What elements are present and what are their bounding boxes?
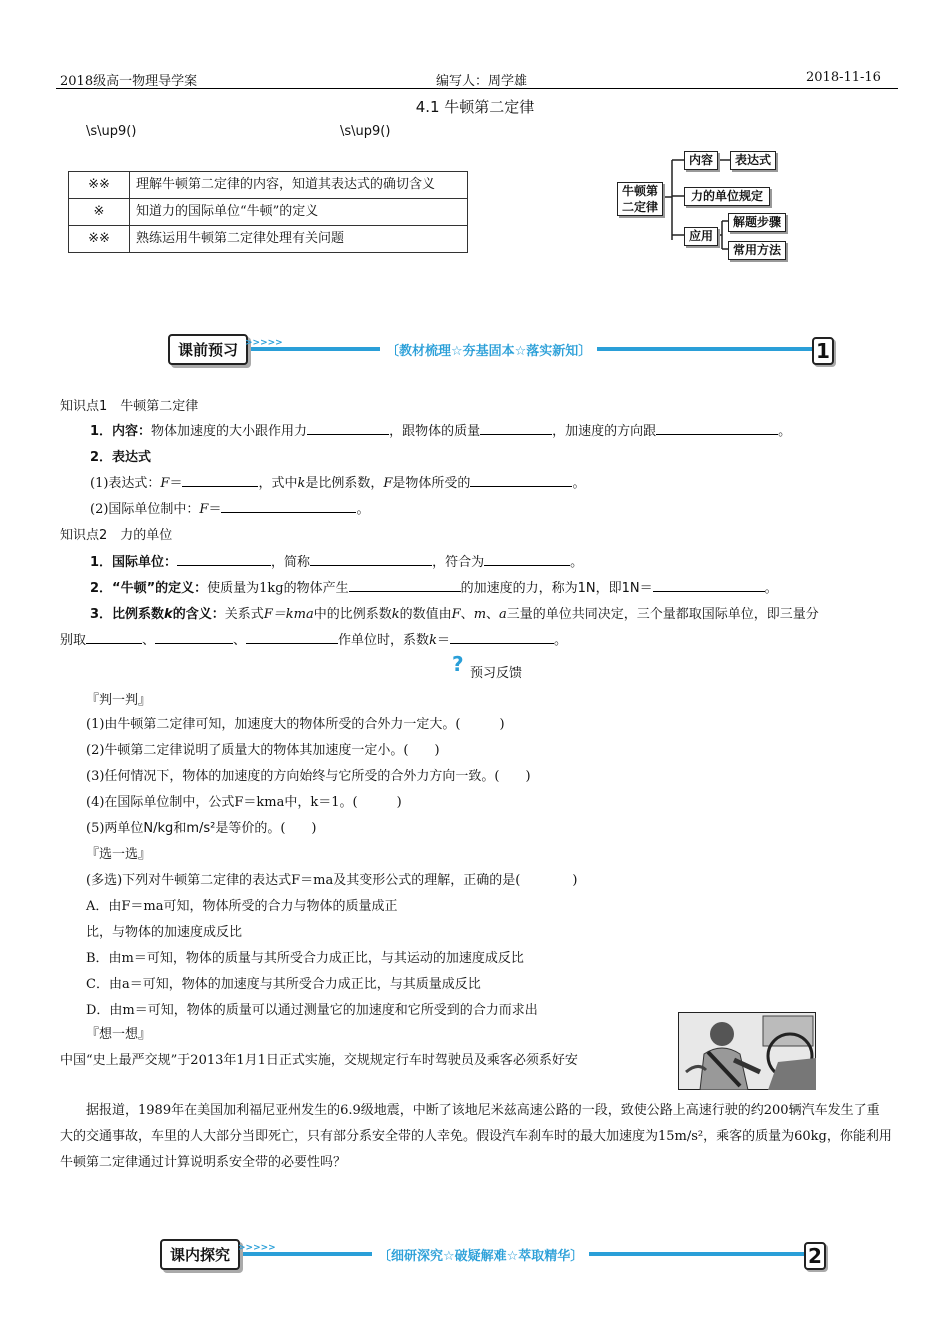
kp1-l3a: (1)表达式： [90,476,161,491]
kp2-l4f: 。 [553,633,567,648]
kp2-l4a: 别取 [60,633,87,648]
goal-text: 熟练运用牛顿第二定律处理有关问题 [130,226,468,253]
banner2-middle: 〔细研深究☆破疑解难☆萃取精华〕 [372,1245,589,1264]
kp2-l2e: ，即 [595,581,622,596]
kp2-l3a: 3．比例系数 [90,607,165,622]
kp2-l3e: 的数值由 [399,607,452,622]
goal-level: ※※ [69,226,130,253]
blank[interactable] [484,551,570,566]
kp1-l4F: F [199,502,209,517]
kp2-line2 [90,577,778,596]
kp2-l4e: ＝ [436,633,450,648]
equation-placeholder-2: \s\up9() [340,124,391,139]
mindmap-unit: 力的单位规定 [684,187,770,206]
kp1-l3F2: F [383,476,393,491]
choose-title: 『选一选』 [86,847,152,862]
kp1-l3k: k [297,476,306,491]
blank[interactable] [480,420,552,435]
blank[interactable] [182,472,258,487]
goal-text: 知道力的国际单位“牛顿”的定义 [130,199,468,226]
think-title: 『想一想』 [86,1027,152,1042]
goal-level: ※※ [69,172,130,199]
choose-option-b: B．由m＝可知，物体的质量与其所受合力成正比，与其运动的加速度成反比 [86,951,524,966]
blank[interactable] [470,472,572,487]
mindmap-apply: 应用 [684,227,718,246]
blank[interactable] [177,551,271,566]
kp2-l1a: 1．国际单位： [90,555,178,570]
kp1-line3 [90,472,585,491]
kp1-l4b: ＝ [208,502,222,517]
kp1-l3b: ＝ [169,476,183,491]
choose-option-c: C．由a＝可知，物体的加速度与其所受合力成正比，与其质量成反比 [86,977,481,992]
kp1-l3F: F [160,476,170,491]
banner1-arrows: >>>>> [245,338,283,348]
kp1-title: 知识点1 牛顿第二定律 [60,399,199,414]
kp2-l2g: 。 [764,581,778,596]
kp1-l1a: 1．内容： [90,424,152,439]
choose-stem: (多选)下列对牛顿第二定律的表达式F＝ma及其变形公式的理解，正确的是( ) [86,873,578,888]
kp2-line3 [90,603,819,622]
header-author: 编写人：周学雄 [436,74,528,89]
kp2-l2a: 2．“牛顿”的定义： [90,581,208,596]
kp2-l2b: 使质量为1kg的物体产生 [207,581,349,596]
header-date: 2018-11-16 [806,70,881,85]
kp2-l3f: 、 [460,607,474,622]
goal-row [69,199,468,226]
banner2-tag: 课内探究 [160,1239,240,1270]
kp2-l3b: 的含义： [172,607,225,622]
choose-option-a-cont: 比，与物体的加速度成反比 [86,925,243,940]
seatbelt-driver-image [678,1012,816,1090]
goal-row [69,226,468,253]
kp1-l3c: ，式中 [258,476,298,491]
feedback-title: 预习反馈 [470,666,523,681]
kp2-l4d: 作单位时，系数 [338,633,430,648]
mindmap-expression: 表达式 [730,151,776,170]
banner1-tag: 课前预习 [168,334,248,365]
choose-option-d: D．由m＝可知，物体的质量可以通过测量它的加速度和它所受到的合力而求出 [86,1003,538,1018]
kp2-l3h: 三量的单位共同决定，三个量都取国际单位，即三量分 [506,607,819,622]
blank[interactable] [653,577,765,592]
blank[interactable] [310,551,432,566]
mindmap-steps: 解题步骤 [728,213,786,232]
kp2-l3m: m [473,607,487,622]
equation-placeholder-1: \s\up9() [86,124,137,139]
kp2-l2c: 的加速度的力，称为 [460,581,578,596]
think-paragraph: 据报道，1989年在美国加利福尼亚州发生的6.9级地震，中断了该地尼米兹高速公路的一段，致使公路上高速行驶的约200辆汽车发生了重大的交通事故，车里的人大部分当即死亡，只有部分系安全带的人幸免。假设汽车刹车时的最大加速度为15m/s²，乘客的质量为60kg，你能利用牛顿第二定律通过计算说明系安全带的必要性吗？ [60,1103,892,1170]
kp1-l1d: ，加速度的方向跟 [552,424,657,439]
blank[interactable] [221,498,356,513]
kp2-l4c: 、 [233,633,247,648]
blank[interactable] [450,629,554,644]
kp1-l4a: (2)国际单位制中： [90,502,200,517]
header-left: 2018级高一物理导学案 [60,74,198,89]
blank[interactable] [155,629,233,644]
blank[interactable] [656,420,778,435]
kp2-l2f: 1N＝ [621,581,653,596]
kp1-l3e: 是物体所受的 [392,476,471,491]
kp2-l3k2: k [391,607,400,622]
kp2-l1b: ，简称 [271,555,311,570]
kp1-line4 [90,498,369,517]
kp1-l4c: 。 [356,502,370,517]
judge-5d: m/s² [186,821,216,836]
judge-5b: N/kg [143,821,174,836]
mindmap-content: 内容 [684,151,718,170]
think-intro: 中国“史上最严交规”于2013年1月1日正式实施，交规规定行车时驾驶员及乘客必须系好安 [60,1053,578,1068]
judge-5a: (5)两单位 [86,821,144,836]
kp2-line4 [60,629,567,648]
kp1-l1e: 。 [778,424,792,439]
banner1-middle: 〔教材梳理☆夯基固本☆落实新知〕 [380,340,597,359]
banner2-number: 2 [804,1242,826,1270]
judge-item-5 [86,817,317,836]
banner1-number: 1 [812,337,834,365]
header-rule [56,88,898,89]
mindmap-methods: 常用方法 [728,241,786,260]
banner2-arrows: >>>>> [238,1243,276,1253]
kp2-l4b: 、 [142,633,156,648]
kp2-l3a2: a [499,607,507,622]
kp1-l3d: 是比例系数， [305,476,384,491]
blank[interactable] [86,629,142,644]
kp2-l3F: F＝kma [263,607,314,622]
judge-item-3: (3)任何情况下，物体的加速度的方向始终与它所受的合外力方向一致。( ) [86,769,531,784]
kp2-l3F2: F [451,607,461,622]
kp2-l3c: 关系式 [224,607,264,622]
kp2-l1d: 。 [570,555,584,570]
kp1-l1b: 物体加速度的大小跟作用力 [151,424,308,439]
page-title: 4.1 牛顿第二定律 [415,98,535,116]
kp2-l3d: 中的比例系数 [313,607,392,622]
judge-title: 『判一判』 [86,693,152,708]
kp2-line1 [90,551,583,570]
goal-text: 理解牛顿第二定律的内容，知道其表达式的确切含义 [130,172,468,199]
blank[interactable] [307,420,389,435]
judge-item-2: (2)牛顿第二定律说明了质量大的物体其加速度一定小。( ) [86,743,440,758]
choose-option-a: A．由F＝ma可知，物体所受的合力与物体的质量成正 [86,899,398,914]
mindmap-root [617,182,663,216]
mindmap-root-label: 牛顿第二定律 [621,184,658,214]
blank[interactable] [349,577,461,592]
learning-goals-table [68,171,468,253]
kp2-l1c: ，符合为 [432,555,485,570]
kp2-l2d: 1N [577,581,596,596]
blank[interactable] [246,629,338,644]
kp1-l1c: ，跟物体的质量 [389,424,481,439]
kp1-l3f: 。 [572,476,586,491]
judge-5c: 和 [173,821,187,836]
svg-text:?: ? [452,653,464,675]
judge-5e: 是等价的。( ) [215,821,317,836]
kp1-line2: 2．表达式 [90,450,152,465]
judge-item-4: (4)在国际单位制中，公式F＝kma中，k＝1。( ) [86,795,402,810]
kp2-l3g: 、 [486,607,500,622]
question-icon [450,653,466,675]
judge-item-1: (1)由牛顿第二定律可知，加速度大的物体所受的合外力一定大。( ) [86,717,505,732]
kp2-title: 知识点2 力的单位 [60,528,173,543]
goal-level: ※ [69,199,130,226]
kp2-l3k: k [164,607,173,622]
kp2-l4k: k [429,633,437,648]
goal-row [69,172,468,199]
kp1-line1 [90,420,791,439]
